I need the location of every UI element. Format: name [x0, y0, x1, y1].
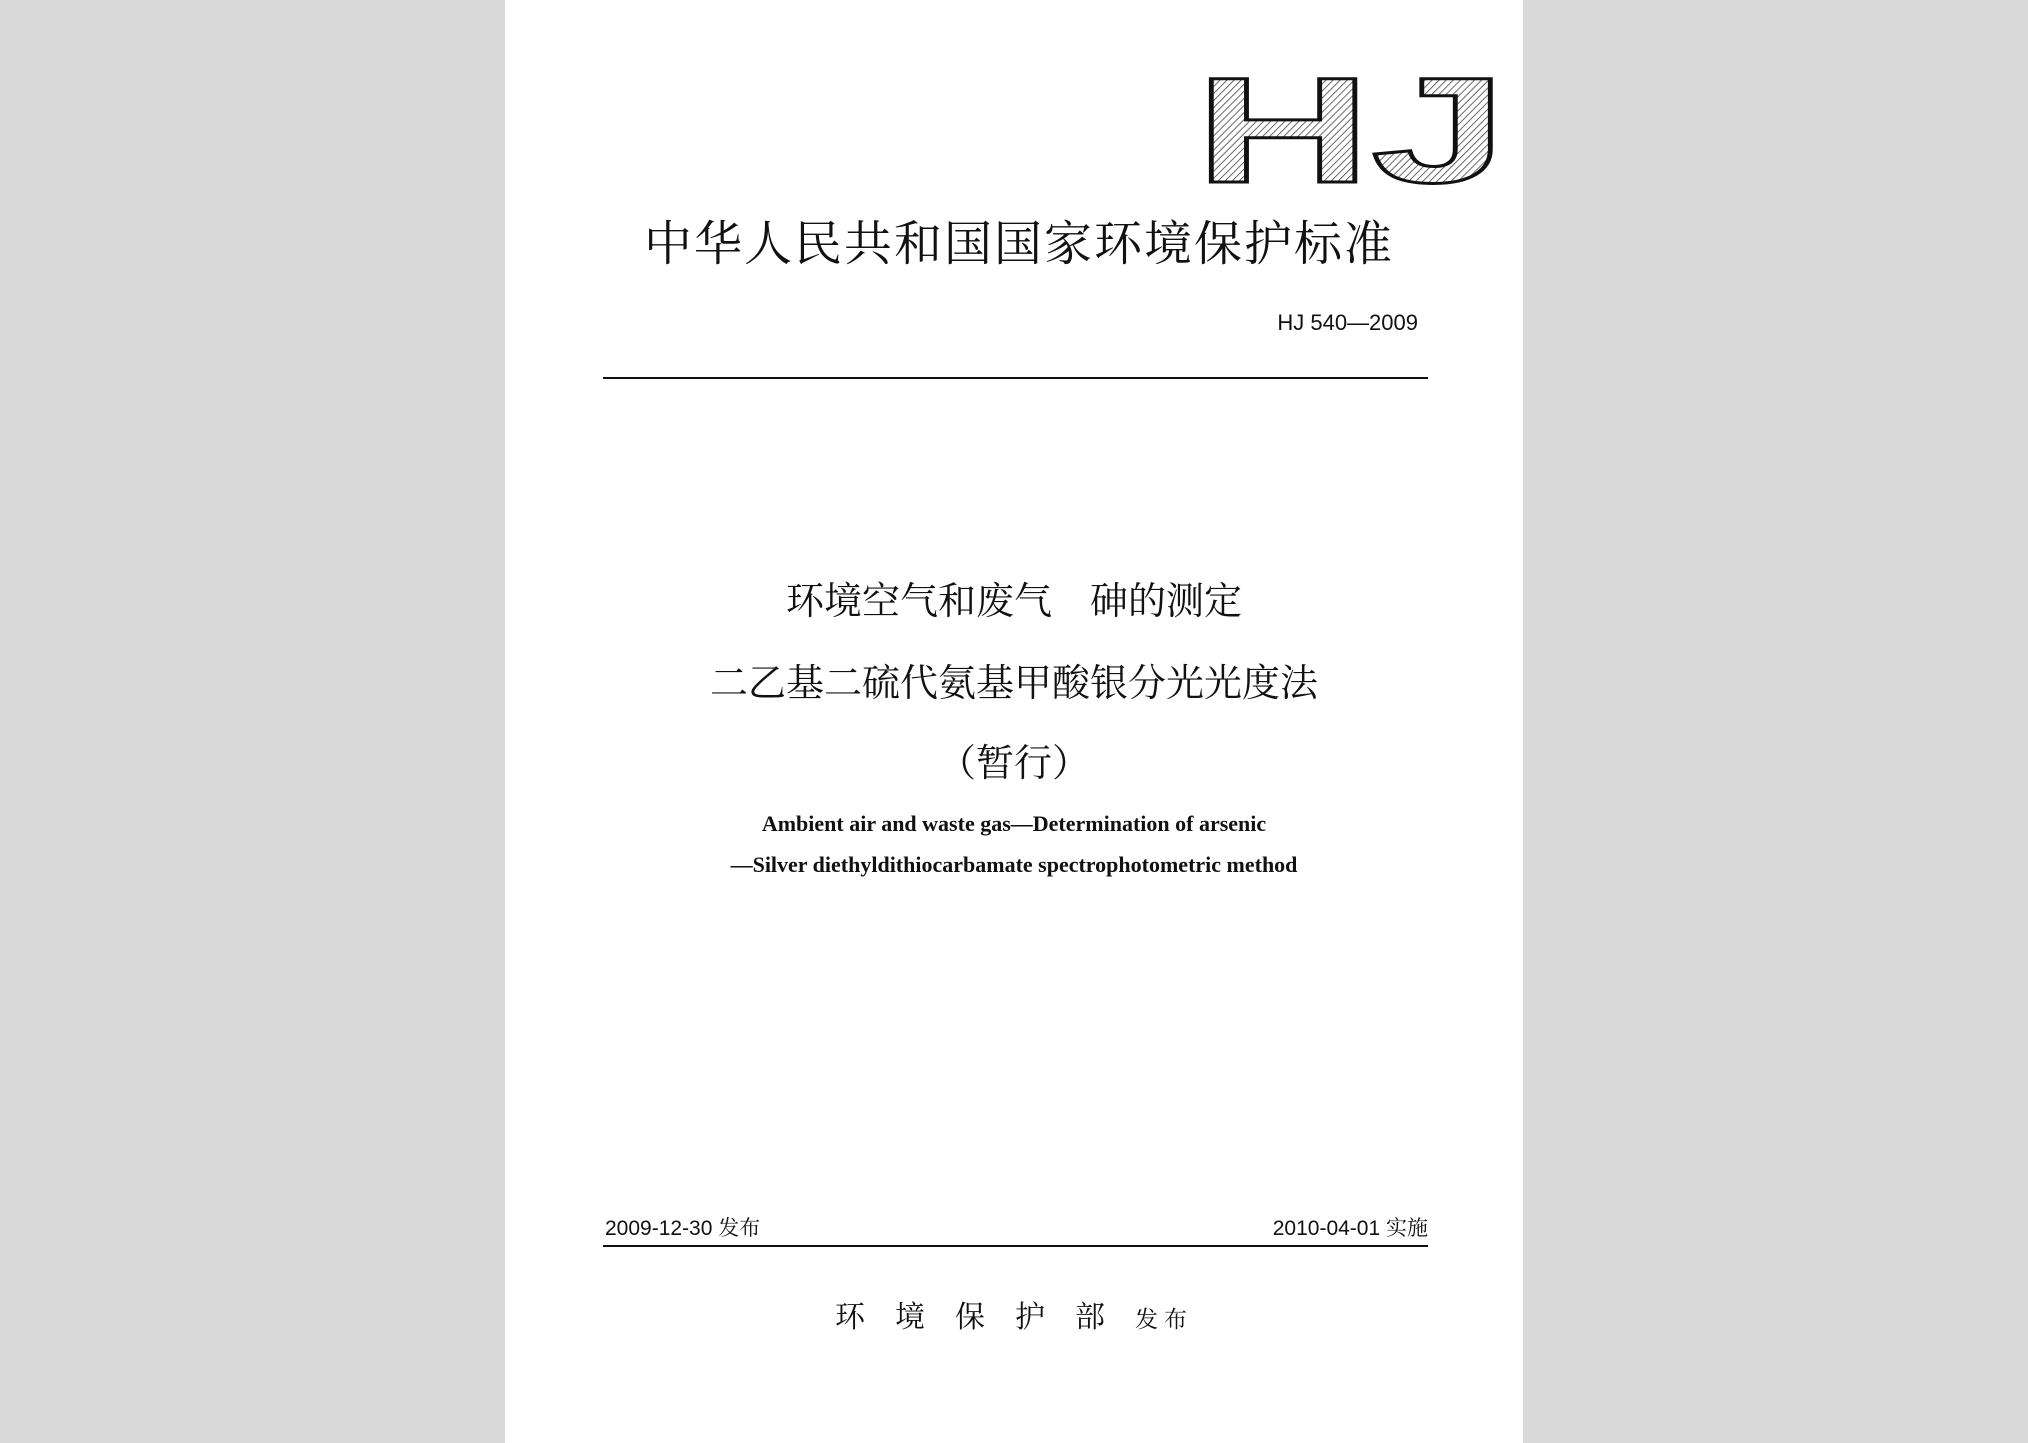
- hj-logo-text: HJ: [1195, 66, 1507, 190]
- title-zh-line2: 二乙基二硫代氨基甲酸银分光光度法: [709, 661, 1318, 705]
- publisher-suffix: 发布: [1135, 1307, 1193, 1333]
- issue-date: 2009-12-30 发布: [605, 1217, 761, 1240]
- publisher-org: 环境保护部: [835, 1300, 1135, 1335]
- standard-code: HJ 540—2009: [1277, 310, 1418, 335]
- bottom-divider: [603, 1245, 1428, 1247]
- top-divider: [603, 377, 1428, 379]
- title-en-line2: —Silver diethyldithiocarbamate spectrophotometric method: [730, 852, 1298, 877]
- hj-logo: [1191, 66, 1513, 190]
- implementation-date: 2010-04-01 实施: [1272, 1217, 1428, 1240]
- standard-title: 中华人民共和国国家环境保护标准: [643, 216, 1394, 272]
- title-zh-line3: （暂行）: [937, 741, 1090, 785]
- document-page: [505, 0, 1523, 1443]
- title-en-line1: Ambient air and waste gas—Determination of arsenic: [761, 811, 1267, 836]
- title-zh-line1: 环境空气和废气 砷的测定: [785, 579, 1242, 623]
- publisher: [505, 1292, 1523, 1336]
